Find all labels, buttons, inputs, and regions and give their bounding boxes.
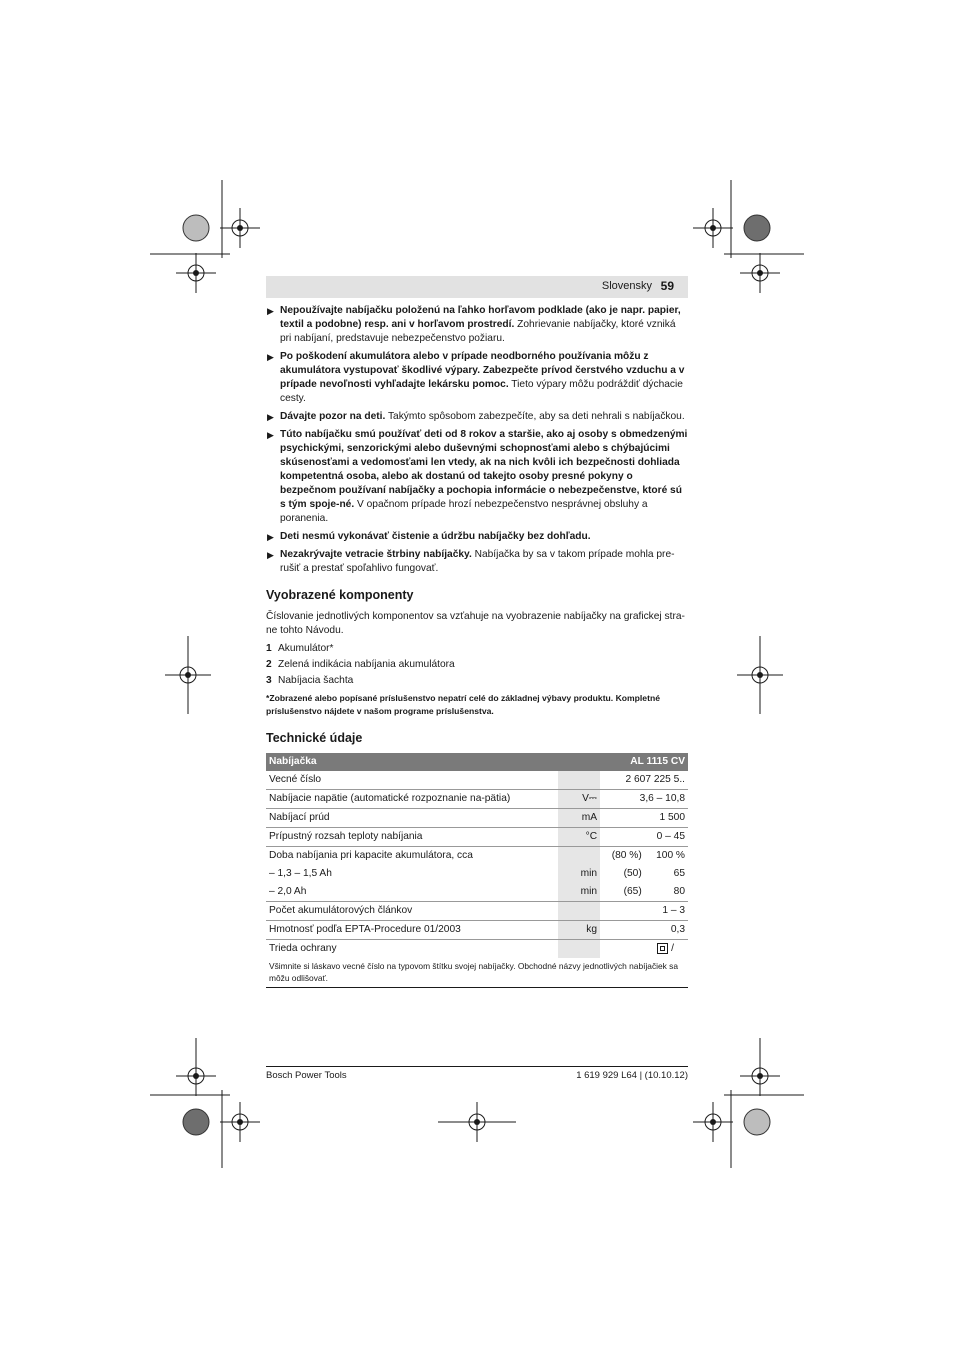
row-label: Doba nabíjania pri kapacite akumulátora, cca — [266, 847, 558, 866]
warning-text: Zohrievanie nabíjačky, ktoré vzniká pri nabíjaní, predstavuje nebezpečenstvo požiaru. — [280, 319, 676, 344]
page-number: 59 — [660, 279, 674, 293]
warning-item — [266, 350, 688, 406]
row-unit: min — [558, 865, 600, 883]
component-number: 2 — [266, 659, 272, 670]
component-item — [266, 642, 688, 656]
page-header — [266, 276, 688, 298]
row-value: 80 — [673, 886, 685, 897]
row-unit: min — [558, 883, 600, 902]
class-value: / — [671, 943, 674, 954]
table-row — [266, 771, 688, 790]
warning-bold: Deti nesmú vykonávať čistenie a údržbu nabíjačky bez dohľadu. — [280, 531, 591, 542]
warning-bold: Nepoužívajte nabíjačku položenú na ľahko horľavom podklade (ako je napr. papier, textil a podobne) resp. ani v horľavom prostredí. — [280, 305, 681, 330]
component-item — [266, 658, 688, 672]
components-intro: Číslovanie jednotlivých komponentov sa vzťahuje na vyobrazenie nabíjačky na grafickej stra-ne tohto Návodu. — [266, 611, 685, 636]
row-value: 3,6 – 10,8 — [600, 790, 688, 809]
footer-right: 1 619 929 L64 | (10.10.12) — [576, 1070, 688, 1081]
row-value: 0 – 45 — [600, 828, 688, 847]
row-value: 0,3 — [600, 921, 688, 940]
page-content — [266, 304, 688, 988]
table-header-row — [266, 753, 688, 771]
components-heading: Vyobrazené komponenty — [266, 588, 414, 602]
row-value: 1 500 — [600, 809, 688, 828]
tech-heading: Technické údaje — [266, 731, 363, 745]
bullet-arrow-icon: ▶ — [267, 352, 274, 362]
row-label: Počet akumulátorových článkov — [266, 902, 558, 921]
bullet-arrow-icon: ▶ — [267, 306, 274, 316]
warning-bold: Túto nabíjačku smú používať deti od 8 rokov a staršie, ako aj osoby s obmedzenými psychickými, senzorickými alebo duševnými schopnosťami alebo s chýbajúcimi skúsenosťami a vedomosťami len vtedy, ak na nich kvôli ich bezpečnosti dohliada kompetentná osoba, alebo ak dostanú od takejto osoby presné pokyny o bezpečnom používaní nabíjačky a pochopia informácie o nebezpečenstve, ktoré sú s tým spoje-né. — [280, 429, 688, 510]
component-label: Zelená indikácia nabíjania akumulátora — [278, 659, 455, 670]
row-unit: mA — [558, 809, 600, 828]
row-label: Nabíjacie napätie (automatické rozpoznanie na-pätia) — [266, 790, 558, 809]
row-label: Hmotnosť podľa EPTA-Procedure 01/2003 — [266, 921, 558, 940]
table-row — [266, 921, 688, 940]
table-row — [266, 902, 688, 921]
row-value: (65) — [623, 886, 642, 897]
table-note-row — [266, 958, 688, 988]
warning-text: Tieto výpary môžu podráždiť dýchacie cesty. — [280, 379, 683, 404]
components-footnote: *Zobrazené alebo popísané príslušenstvo nepatrí celé do základnej výbavy produktu. Kompletné príslušenstvo nájdete v našom programe príslušenstva. — [266, 693, 660, 716]
warning-bold: Po poškodení akumulátora alebo v prípade neodborného používania môžu z akumulátora vystupovať škodlivé výpary. Zabezpečte prívod čerstvého vzduchu a v prípade nevoľnosti vyhľadajte lekársku pomoc. — [280, 351, 685, 390]
header-language: Slovensky — [601, 280, 652, 292]
warning-text: Takýmto spôsobom zabezpečíte, aby sa deti nehrali s nabíjačkou. — [385, 411, 685, 422]
warning-text: Nabíjačka by sa v takom prípade mohla pre-rušiť a prestať spoľahlivo fungovať. — [280, 549, 675, 574]
row-label: – 2,0 Ah — [269, 886, 307, 897]
warning-bold: Dávajte pozor na deti. — [280, 411, 386, 422]
row-label: Trieda ochrany — [266, 940, 558, 959]
row-value: (80 %) — [600, 847, 645, 866]
row-label: Vecné číslo — [269, 774, 322, 785]
warning-item — [266, 428, 688, 526]
table-note: Všimnite si láskavo vecné číslo na typovom štítku svojej nabíjačky. Obchodné názvy jednotlivých nabíjačiek sa môžu odlišovať. — [266, 958, 688, 988]
component-item — [266, 674, 688, 688]
row-value: 65 — [673, 868, 685, 879]
row-label: Nabíjací prúd — [266, 809, 558, 828]
bullet-arrow-icon: ▶ — [267, 532, 274, 542]
warning-item — [266, 410, 688, 424]
warning-item — [266, 304, 688, 346]
row-unit: V⎓ — [558, 790, 600, 809]
bullet-arrow-icon: ▶ — [267, 430, 274, 440]
warning-item — [266, 530, 688, 544]
table-row — [266, 940, 688, 959]
component-number: 3 — [266, 675, 272, 686]
row-value: 100 % — [645, 847, 688, 866]
component-number: 1 — [266, 643, 272, 654]
table-row — [266, 847, 688, 866]
row-value: 2 607 225 5.. — [625, 774, 685, 785]
row-unit: kg — [558, 921, 600, 940]
table-header-left: Nabíjačka — [266, 753, 600, 771]
warning-item — [266, 548, 688, 576]
row-value — [600, 940, 688, 959]
row-label: – 1,3 – 1,5 Ah — [269, 868, 332, 879]
bullet-arrow-icon: ▶ — [267, 550, 274, 560]
protection-class-icon — [657, 943, 668, 954]
row-value: (50) — [623, 868, 642, 879]
warning-text: V opačnom prípade hrozí nebezpečenstvo nesprávnej obsluhy a poranenia. — [280, 499, 648, 524]
table-row — [266, 828, 688, 847]
component-label: Akumulátor* — [278, 643, 334, 654]
warning-bold: Nezakrývajte vetracie štrbiny nabíjačky. — [280, 549, 472, 560]
row-value: 1 – 3 — [600, 902, 688, 921]
table-row — [266, 790, 688, 809]
component-label: Nabíjacia šachta — [278, 675, 354, 686]
row-label: Prípustný rozsah teploty nabíjania — [266, 828, 558, 847]
tech-table — [266, 753, 688, 988]
page-footer — [266, 1066, 688, 1081]
table-row — [266, 865, 688, 883]
footer-left: Bosch Power Tools — [266, 1070, 347, 1081]
bullet-arrow-icon: ▶ — [267, 412, 274, 422]
table-header-right: AL 1115 CV — [600, 753, 688, 771]
table-row — [266, 883, 688, 902]
row-unit: °C — [558, 828, 600, 847]
table-row — [266, 809, 688, 828]
